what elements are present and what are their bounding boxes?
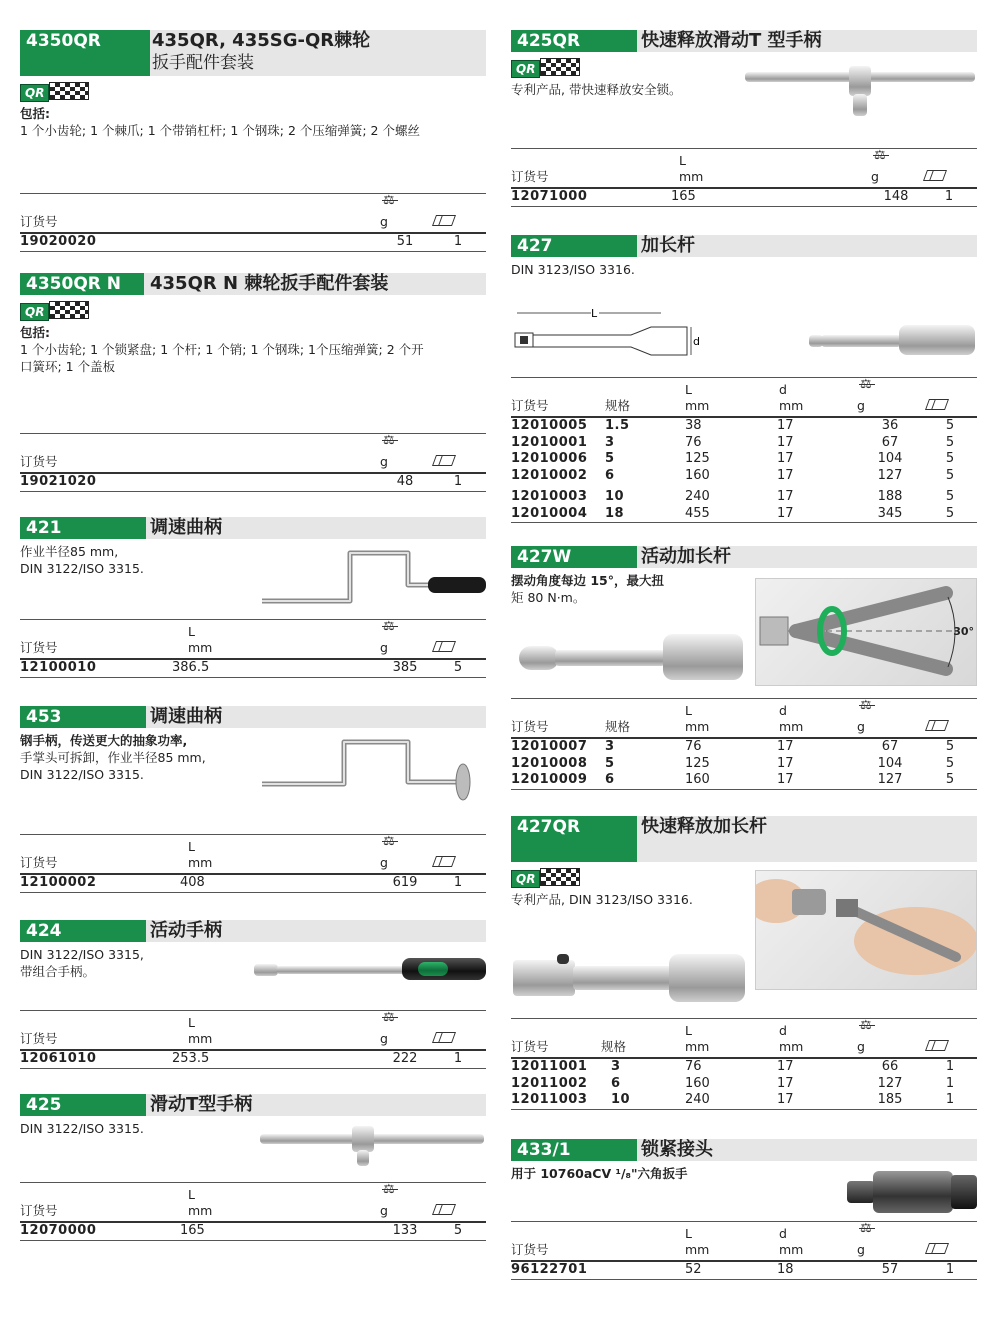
angle-label: 30° — [953, 625, 974, 638]
checkered-flag-icon — [49, 301, 89, 319]
package-icon — [925, 399, 949, 410]
section-4350qr — [20, 30, 486, 249]
product-title: 滑动T型手柄 — [150, 1094, 253, 1115]
checkered-flag-icon — [49, 82, 89, 100]
speed-brace-image — [258, 736, 488, 802]
dim-L-label: L — [591, 307, 598, 320]
package-icon — [432, 215, 456, 226]
table-row: 12070000 165 133 5 — [20, 1223, 463, 1238]
locking-adapter-photo — [847, 1169, 977, 1215]
extension-drawing — [511, 301, 711, 361]
package-icon — [432, 455, 456, 466]
package-icon — [925, 720, 949, 731]
product-description: 专利产品, DIN 3123/ISO 3316. — [511, 892, 693, 907]
spec-table: 订货号 L mm ⚖ g 12070000 165 133 5 — [20, 1182, 486, 1241]
product-description: 包括: 1 个小齿轮; 1 个棘爪; 1 个带销杠杆; 1 个钢珠; 2 个压缩弹簧; 2 个螺丝 — [20, 106, 420, 138]
product-title: 快速释放滑动T 型手柄 — [641, 30, 822, 51]
spec-table: 订货号 规格 L mm d mm ⚖ g 12010005 1.5 38 17 36 5 12010001 3 76 17 67 5 12010006 5 125 17 104 5 12010002 6 160 17 127 5 12010003 10 240 17 188 5 12010004 18 455 17 345 5 — [511, 377, 977, 523]
table-row: 12010005 1.5 38 17 36 5 — [511, 418, 955, 433]
product-title: 活动加长杆 — [641, 546, 731, 567]
table-row: 12011002 6 160 17 127 1 — [511, 1075, 955, 1091]
table-row: 19021020 48 1 — [20, 474, 463, 489]
product-code: 427QR — [511, 816, 637, 862]
product-description: 包括: 1 个小齿轮; 1 个锁紧盘; 1 个杆; 1 个销; 1 个钢珠; 1个压缩弹簧; 2 个开 口簧环; 1 个盖板 — [20, 325, 424, 374]
package-icon — [432, 856, 456, 867]
table-row: 12100010 386.5 385 5 — [20, 660, 463, 675]
spec-table: 订货号 L mm ⚖ g 12071000 165 148 1 — [511, 148, 977, 207]
scale-icon — [857, 1023, 877, 1035]
table-row: 19020020 51 1 — [20, 234, 463, 249]
table-row: 12010008 5 125 17 104 5 — [511, 755, 955, 771]
product-code: 427 — [511, 235, 637, 257]
section-433-1 — [511, 1139, 977, 1277]
section-header — [511, 235, 977, 257]
spec-table: 订货号 L mm ⚖ g 12061010 253.5 222 1 — [20, 1010, 486, 1069]
table-row: 12010009 6 160 17 127 5 — [511, 772, 955, 787]
spec-table: 订货号 L mm ⚖ g 12100002 408 619 1 — [20, 834, 486, 893]
product-code: 424 — [20, 920, 146, 942]
product-description: 专利产品, 带快速释放安全锁。 — [511, 82, 682, 97]
product-code: 4350QR N — [20, 273, 144, 295]
table-row: 12100002 408 619 1 — [20, 875, 463, 890]
spec-table: 订货号 规格 L mm d mm ⚖ g 12010007 3 76 17 67 5 12010008 5 125 17 104 5 12010009 6 160 17 127 5 — [511, 698, 977, 790]
product-description: DIN 3122/ISO 3315, 带组合手柄。 — [20, 947, 144, 979]
product-title: 快速释放加长杆 — [641, 816, 767, 837]
qr-logo: QR — [511, 58, 580, 74]
t-handle-image — [745, 66, 975, 120]
section-4350qr-n — [20, 273, 486, 489]
product-code: 433/1 — [511, 1139, 637, 1161]
scale-icon — [857, 382, 877, 394]
product-code: 421 — [20, 517, 146, 539]
scale-icon — [871, 153, 891, 165]
product-title: 加长杆 — [641, 235, 695, 256]
section-header — [511, 1139, 977, 1161]
section-header — [20, 30, 486, 76]
table-row: 12011001 3 76 17 66 1 — [511, 1059, 955, 1074]
dim-d-label: d — [693, 335, 700, 348]
section-421 — [20, 517, 486, 675]
qr-extension-photo — [513, 954, 745, 1002]
scale-icon — [380, 198, 400, 210]
table-row: 12010002 6 160 17 127 5 — [511, 467, 955, 483]
section-header — [20, 706, 486, 728]
t-handle-image — [260, 1126, 486, 1170]
product-code: 4350QR — [20, 30, 150, 76]
package-icon — [925, 1040, 949, 1051]
table-row: 12010001 3 76 17 67 5 — [511, 434, 955, 450]
scale-icon — [380, 1015, 400, 1027]
spec-table: 订货号 ⚖ g 19020020 51 1 — [20, 193, 486, 252]
speed-brace-image — [258, 545, 488, 607]
scale-icon — [857, 703, 877, 715]
table-row: 12010004 18 455 17 345 5 — [511, 505, 955, 521]
qr-logo: QR — [20, 301, 89, 317]
scale-icon — [380, 1187, 400, 1199]
product-description: DIN 3122/ISO 3315. — [20, 1121, 144, 1136]
table-row: 12010003 10 240 17 188 5 — [511, 489, 955, 504]
table-row: 12010006 5 125 17 104 5 — [511, 451, 955, 466]
section-425qr — [511, 30, 977, 204]
product-code: 453 — [20, 706, 146, 728]
table-row: 12011003 10 240 17 185 1 — [511, 1092, 955, 1107]
hand-release-photo — [755, 870, 977, 990]
table-row: 12071000 165 148 1 — [511, 189, 954, 204]
section-453 — [20, 706, 486, 890]
product-description: 用于 10760aCV ¹/₈"六角扳手 — [511, 1166, 688, 1181]
swivel-angle-diagram — [755, 578, 977, 686]
scale-icon — [380, 438, 400, 450]
package-icon — [432, 1032, 456, 1043]
product-description: DIN 3123/ISO 3316. — [511, 262, 635, 277]
section-header — [511, 546, 977, 568]
product-title: 435QR, 435SG-QR棘轮 扳手配件套装 — [152, 30, 371, 73]
product-description: 钢手柄，传送更大的抽象功率, 手掌头可拆卸，作业半径85 mm, DIN 3122/ISO 3315. — [20, 733, 206, 782]
checkered-flag-icon — [540, 868, 580, 886]
product-code: 425 — [20, 1094, 146, 1116]
product-title: 锁紧接头 — [641, 1139, 713, 1160]
section-424 — [20, 920, 486, 1066]
scale-icon — [380, 839, 400, 851]
package-icon — [923, 170, 947, 181]
section-header — [20, 1094, 486, 1116]
product-title: 调速曲柄 — [150, 706, 222, 727]
spec-table: 订货号 L mm d mm ⚖ g 96122701 52 18 57 1 — [511, 1221, 977, 1280]
product-code: 425QR — [511, 30, 637, 52]
scale-icon — [857, 1226, 877, 1238]
package-icon — [925, 1243, 949, 1254]
section-425 — [20, 1094, 486, 1238]
package-icon — [432, 641, 456, 652]
section-header — [20, 920, 486, 942]
product-description: 作业半径85 mm, DIN 3122/ISO 3315. — [20, 544, 144, 576]
qr-logo: QR — [511, 868, 580, 884]
product-description: 摆动角度每边 15°，最大扭 矩 80 N·m。 — [511, 573, 664, 605]
spec-table: 订货号 规格 L mm d mm ⚖ g 12011001 3 76 17 66 1 12011002 6 160 17 127 1 12011003 10 240 17 185 1 — [511, 1018, 977, 1110]
section-427qr — [511, 816, 977, 1107]
product-title: 活动手柄 — [150, 920, 222, 941]
table-row: 12061010 253.5 222 1 — [20, 1051, 463, 1066]
qr-logo: QR — [20, 82, 89, 98]
spec-table: 订货号 ⚖ g 19021020 48 1 — [20, 433, 486, 492]
product-title: 435QR N 棘轮扳手配件套装 — [150, 273, 389, 294]
package-icon — [432, 1204, 456, 1215]
checkered-flag-icon — [540, 58, 580, 76]
product-code: 427W — [511, 546, 637, 568]
product-title: 调速曲柄 — [150, 517, 222, 538]
section-header — [511, 30, 977, 52]
section-header — [20, 273, 486, 295]
table-row: 96122701 52 18 57 1 — [511, 1262, 955, 1277]
spec-table: 订货号 L mm ⚖ g 12100010 386.5 385 5 — [20, 619, 486, 678]
wobble-extension-photo — [519, 632, 743, 684]
section-header — [511, 816, 977, 862]
section-header — [20, 517, 486, 539]
table-row: 12010007 3 76 17 67 5 — [511, 739, 955, 754]
section-427 — [511, 235, 977, 521]
extension-photo — [809, 323, 975, 357]
scale-icon — [380, 624, 400, 636]
section-427w — [511, 546, 977, 787]
hinged-handle-image — [254, 956, 486, 984]
